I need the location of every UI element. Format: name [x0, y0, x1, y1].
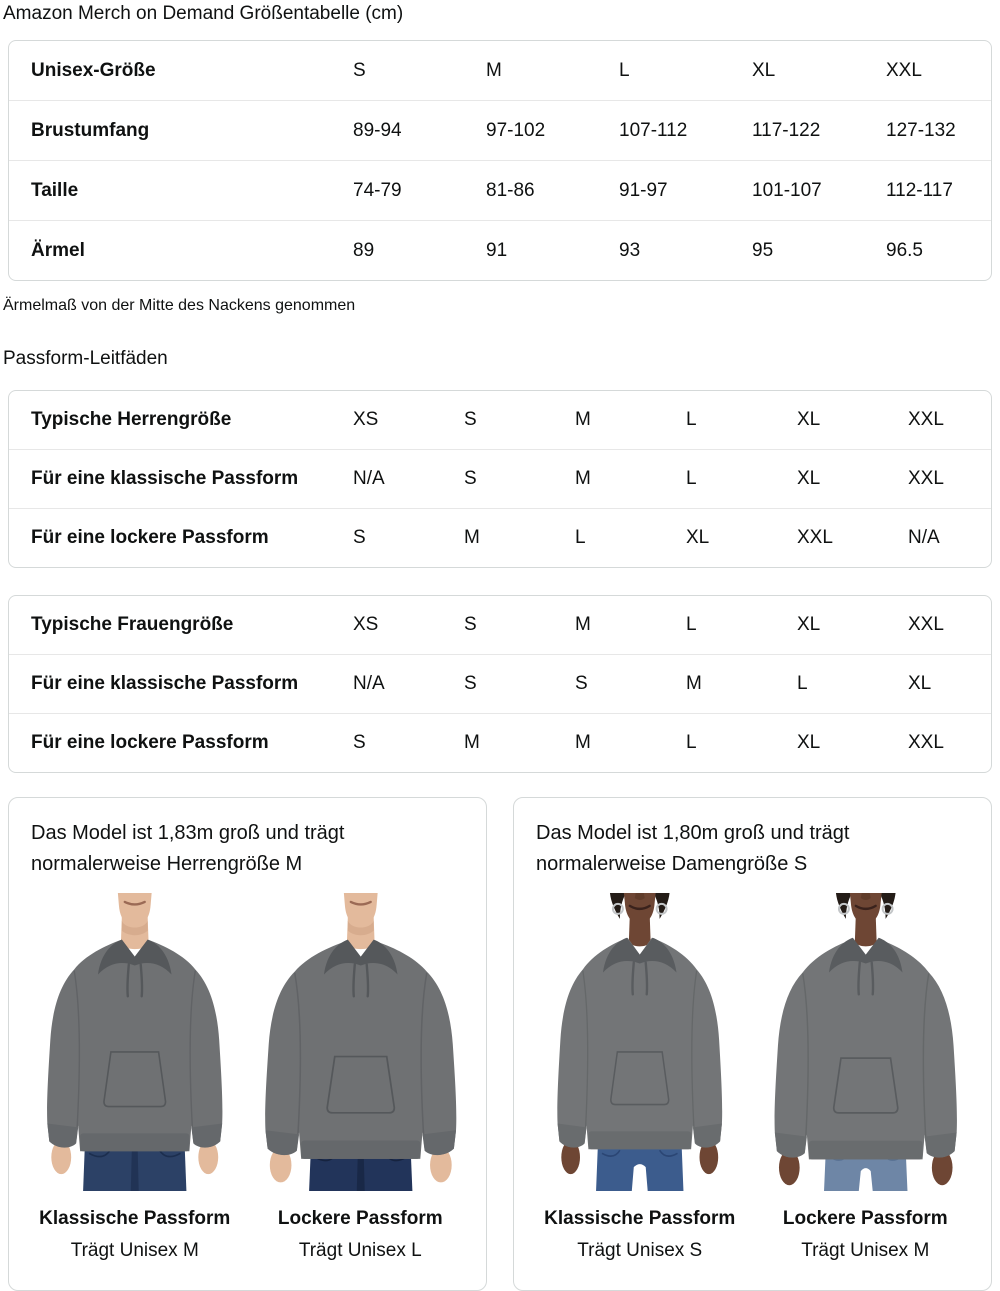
- mens-model-card: [8, 797, 487, 1291]
- row-label: Taille: [31, 179, 79, 201]
- fit-type-label: Lockere Passform: [277, 1208, 443, 1229]
- table-cell: S: [464, 409, 477, 430]
- table-cell: 91-97: [619, 179, 668, 201]
- male-model-loose-fit-photo: [250, 893, 472, 1191]
- figure-loose-fit: [250, 893, 472, 1262]
- table-cell: M: [575, 732, 591, 753]
- table-cell: L: [797, 673, 808, 694]
- column-header: S: [353, 59, 366, 81]
- size-chart-page: [0, 3, 1000, 1291]
- table-row-classic-fit: [9, 654, 991, 713]
- fit-guides-heading: Passform-Leitfäden: [3, 348, 168, 369]
- table-cell: S: [353, 732, 366, 753]
- worn-size-label: Trägt Unisex L: [298, 1240, 422, 1261]
- table-cell: XL: [686, 527, 710, 548]
- table-row-loose-fit: [9, 713, 991, 772]
- table-cell: 89: [353, 239, 375, 261]
- table-cell: 107-112: [619, 119, 688, 141]
- table-cell: S: [464, 614, 477, 635]
- row-label: Für eine lockere Passform: [31, 732, 269, 753]
- table-cell: XL: [908, 673, 932, 694]
- table-cell: M: [575, 468, 591, 489]
- table-row-classic-fit: [9, 449, 991, 508]
- model-cards: [8, 797, 992, 1291]
- page-title: Amazon Merch on Demand Größentabelle (cm): [3, 3, 404, 24]
- table-cell: XXL: [908, 732, 944, 753]
- fit-type-label: Lockere Passform: [782, 1208, 948, 1229]
- table-cell: N/A: [908, 527, 940, 548]
- womens-fit-table: [8, 595, 992, 773]
- female-model-classic-fit-photo: [529, 893, 751, 1191]
- table-row-chest: [9, 100, 991, 160]
- row-label: Für eine lockere Passform: [31, 527, 269, 548]
- row-label: Ärmel: [31, 239, 85, 261]
- column-header: XXL: [886, 59, 922, 81]
- worn-size-label: Trägt Unisex S: [577, 1240, 703, 1261]
- table-cell: XXL: [908, 409, 944, 430]
- table-cell: XL: [797, 732, 821, 753]
- figure-classic-fit: [529, 893, 751, 1262]
- table-cell: S: [464, 673, 477, 694]
- womens-model-card: [513, 797, 992, 1291]
- row-label: Für eine klassische Passform: [31, 468, 299, 489]
- worn-size-label: Trägt Unisex M: [70, 1240, 199, 1261]
- table-cell: XXL: [908, 614, 944, 635]
- figure-classic-fit: [24, 893, 246, 1262]
- table-cell: XL: [797, 614, 821, 635]
- table-cell: XXL: [908, 468, 944, 489]
- table-cell: 91: [486, 239, 508, 261]
- row-label: Typische Frauengröße: [31, 614, 234, 635]
- fit-type-label: Klassische Passform: [39, 1208, 231, 1229]
- model-description: Das Model ist 1,83m groß und trägt normalerweise Herrengröße M: [31, 822, 345, 875]
- worn-size-label: Trägt Unisex M: [801, 1240, 930, 1261]
- table-cell: M: [575, 614, 591, 635]
- table-cell: XS: [353, 614, 379, 635]
- table-cell: 81-86: [486, 179, 535, 201]
- table-cell: 74-79: [353, 179, 402, 201]
- table-cell: M: [575, 409, 591, 430]
- table-cell: L: [686, 614, 697, 635]
- column-header: Unisex-Größe: [31, 59, 156, 81]
- table-cell: M: [686, 673, 702, 694]
- table-row-sleeve: [9, 220, 991, 280]
- table-cell: 96.5: [886, 239, 923, 261]
- table-cell: 112-117: [886, 179, 953, 201]
- row-label: Typische Herrengröße: [31, 409, 232, 430]
- table-cell: 101-107: [752, 179, 822, 201]
- table-cell: 117-122: [752, 119, 821, 141]
- table-cell: XXL: [797, 527, 833, 548]
- table-cell: N/A: [353, 468, 385, 489]
- table-cell: S: [464, 468, 477, 489]
- table-cell: 97-102: [486, 119, 546, 141]
- table-cell: 95: [752, 239, 774, 261]
- table-cell: XS: [353, 409, 379, 430]
- table-row-typical-womens: [9, 596, 991, 654]
- table-cell: 127-132: [886, 119, 956, 141]
- table-cell: L: [686, 468, 697, 489]
- column-header: M: [486, 59, 502, 81]
- model-description: Das Model ist 1,80m groß und trägt normalerweise Damengröße S: [536, 822, 850, 875]
- table-cell: L: [686, 409, 697, 430]
- female-model-loose-fit-photo: [755, 893, 977, 1191]
- unisex-size-table: [8, 40, 992, 281]
- table-row-waist: [9, 160, 991, 220]
- table-cell: S: [353, 527, 366, 548]
- sleeve-measurement-note: Ärmelmaß von der Mitte des Nackens genommen: [3, 297, 356, 314]
- table-cell: L: [575, 527, 586, 548]
- table-cell: N/A: [353, 673, 385, 694]
- column-header: L: [619, 59, 630, 81]
- male-model-classic-fit-photo: [24, 893, 246, 1191]
- table-cell: L: [686, 732, 697, 753]
- table-row-typical-mens: [9, 391, 991, 449]
- column-header: XL: [752, 59, 776, 81]
- table-cell: XL: [797, 468, 821, 489]
- row-label: Brustumfang: [31, 119, 150, 141]
- table-cell: S: [575, 673, 588, 694]
- table-cell: M: [464, 732, 480, 753]
- row-label: Für eine klassische Passform: [31, 673, 299, 694]
- table-cell: XL: [797, 409, 821, 430]
- fit-type-label: Klassische Passform: [544, 1208, 736, 1229]
- figure-loose-fit: [755, 893, 977, 1262]
- table-cell: M: [464, 527, 480, 548]
- table-row-loose-fit: [9, 508, 991, 567]
- table-cell: 89-94: [353, 119, 402, 141]
- table-header-row: [9, 41, 991, 100]
- table-cell: 93: [619, 239, 641, 261]
- mens-fit-table: [8, 390, 992, 568]
